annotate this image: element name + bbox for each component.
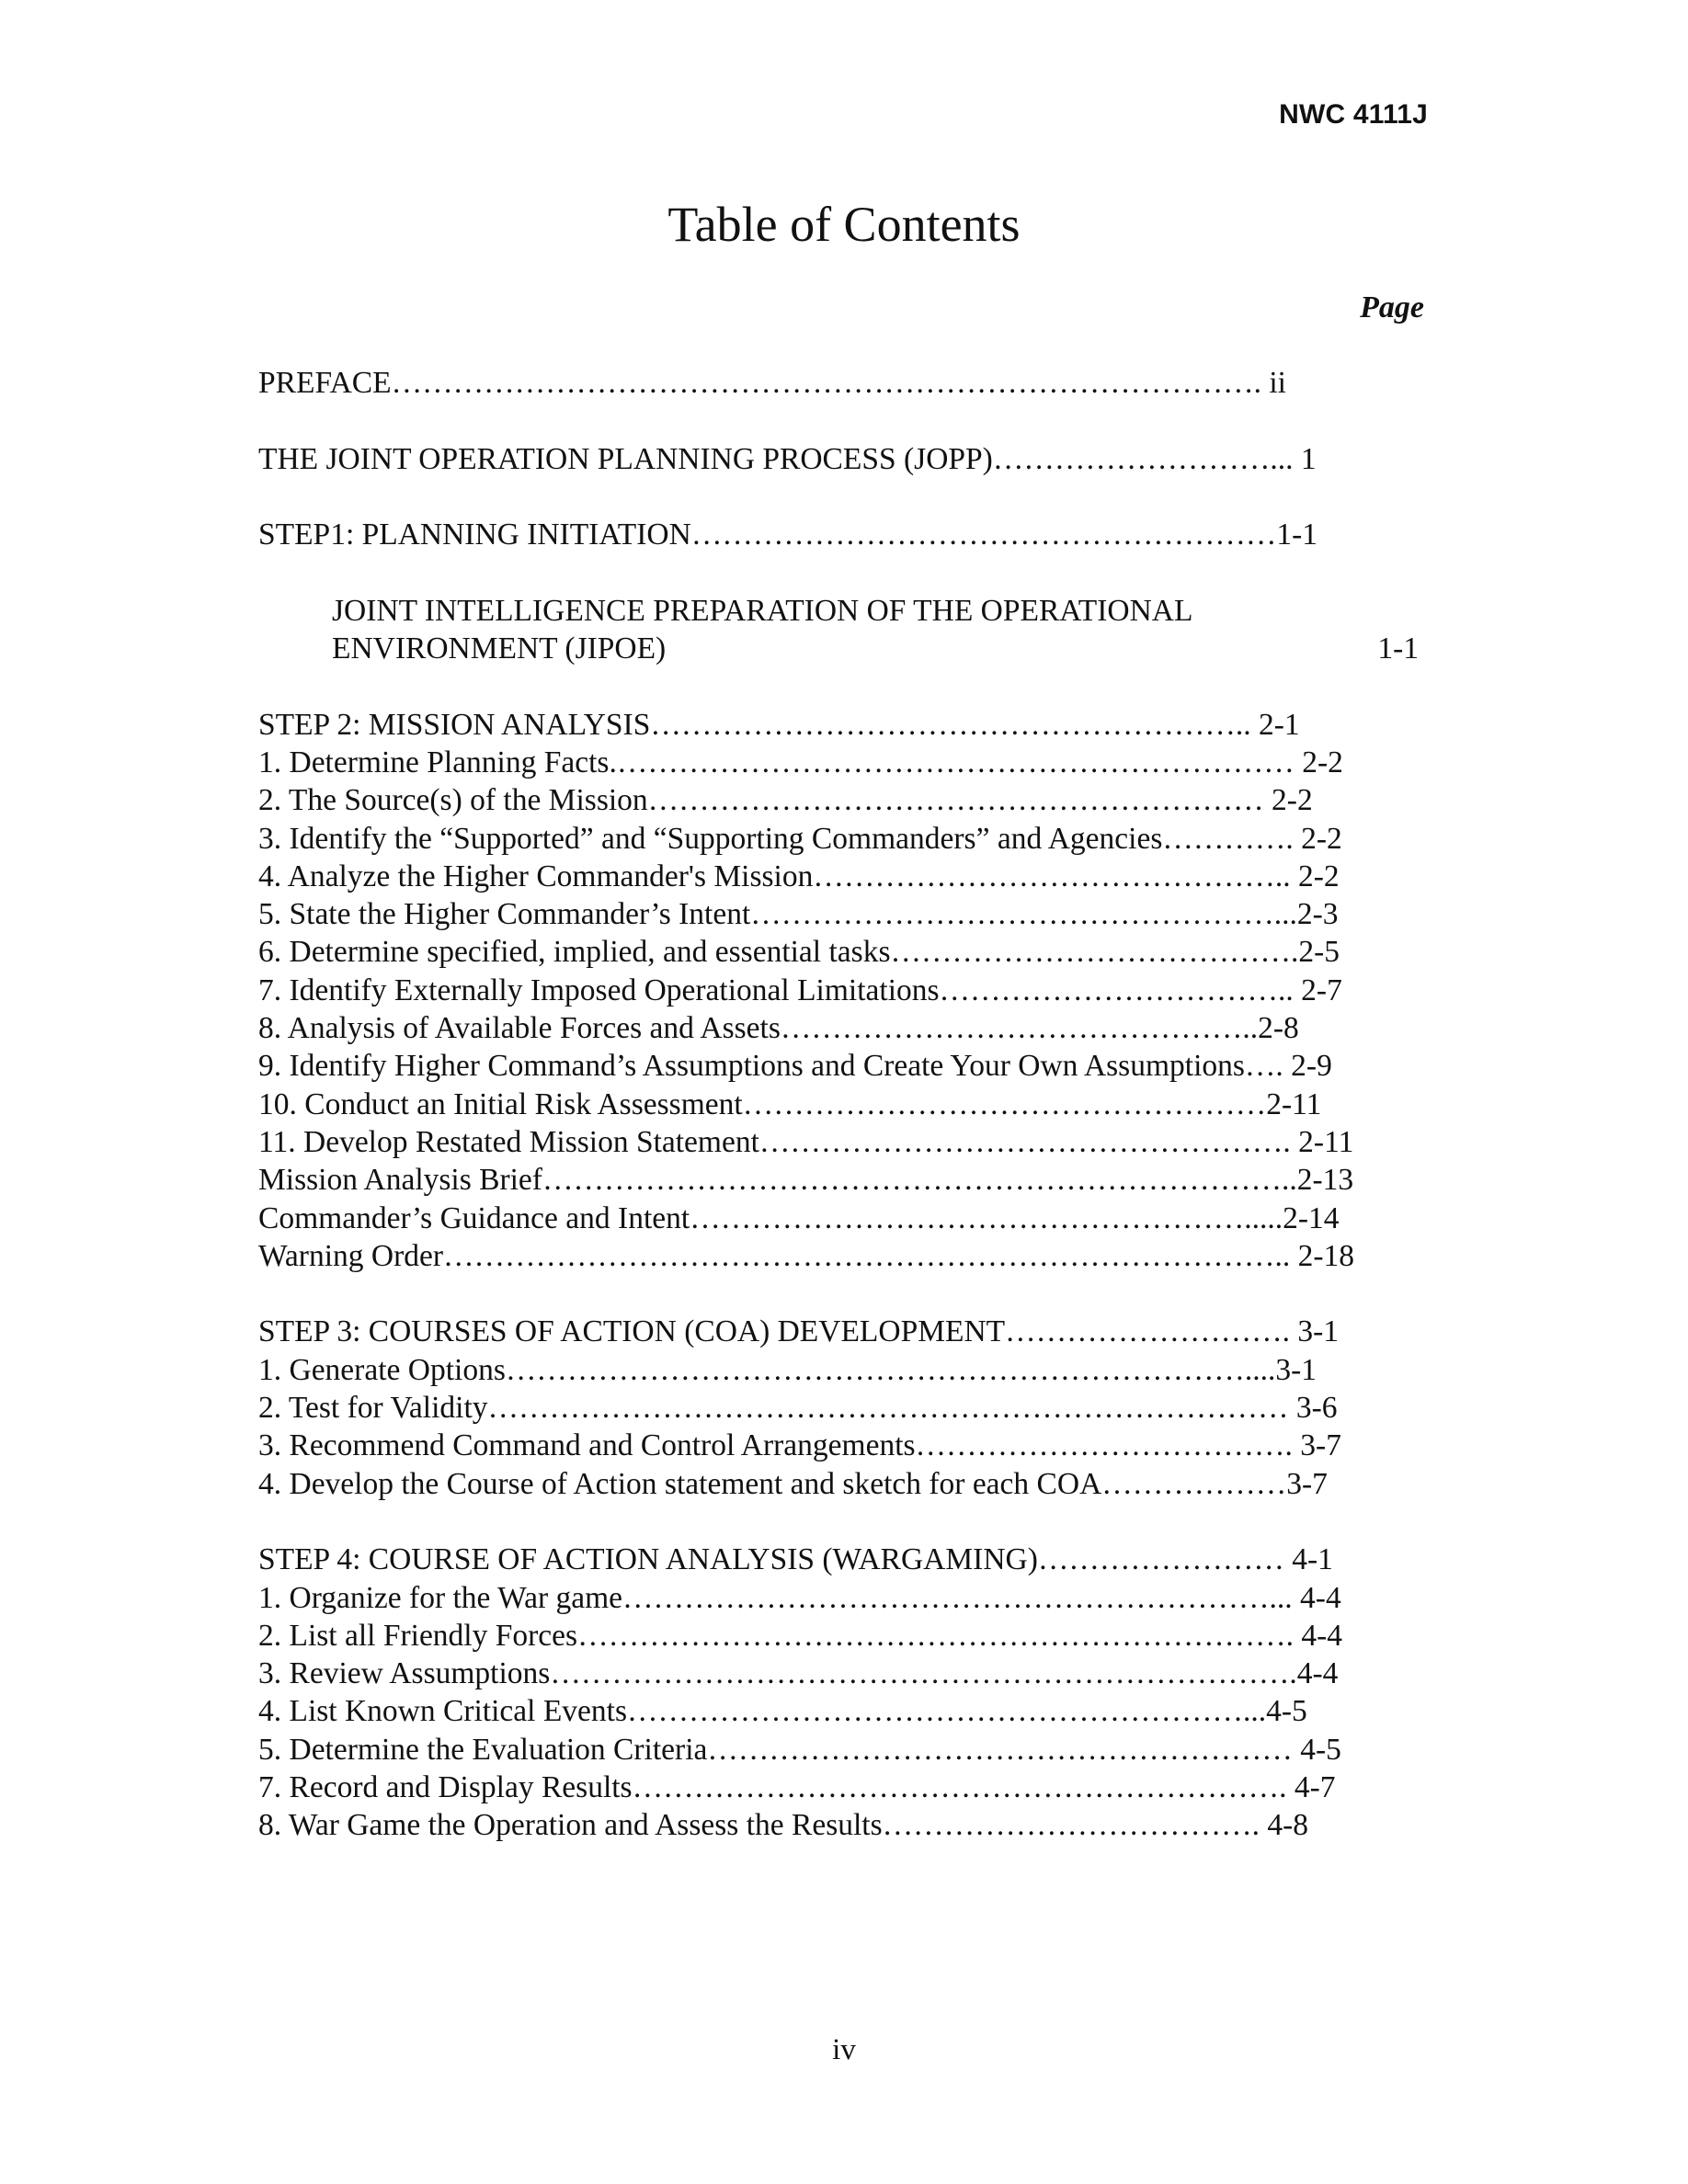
toc-entry-page: 4-4 [1296, 1656, 1339, 1691]
toc-section [258, 592, 1435, 668]
toc-entry-title: 2. List all Friendly Forces [258, 1618, 578, 1653]
toc-entry[interactable] [258, 1579, 1435, 1617]
toc-entry-title: Mission Analysis Brief [258, 1163, 542, 1198]
toc-entry[interactable] [258, 1769, 1435, 1806]
toc-entry[interactable] [258, 440, 1435, 478]
toc-leader-dots: ……………………………………….. [780, 1011, 1259, 1046]
toc-entry-page: 2-2 [1263, 783, 1313, 818]
toc-entry[interactable] [258, 1692, 1435, 1730]
toc-entry[interactable] [258, 1617, 1435, 1655]
toc-leader-dots: …………………………………………………… [647, 783, 1264, 818]
toc-entry-page: ii [1260, 366, 1286, 400]
toc-section [258, 364, 1435, 402]
toc-entry[interactable] [258, 972, 1435, 1009]
toc-entry-title: 3. Recommend Command and Control Arrangements [258, 1428, 916, 1463]
toc-entry-page: 1-1 [1276, 518, 1317, 552]
toc-entry[interactable] [258, 933, 1435, 971]
toc-leader-dots: ………………………………………………………... [622, 1580, 1293, 1615]
toc-entry-title: 3. Review Assumptions [258, 1656, 551, 1691]
toc-entry-page: 3-7 [1286, 1466, 1328, 1501]
toc-entry-page: 2-11 [1290, 1124, 1354, 1159]
toc-entry-page: 2-2 [1293, 821, 1342, 856]
toc-leader-dots: …………………………………………… [742, 1086, 1267, 1121]
toc-entry-page: 2-9 [1283, 1049, 1332, 1084]
toc-entry-title: 3. Identify the “Supported” and “Supporting Commanders” and Agencies [258, 821, 1163, 856]
toc-entry-page: 2-8 [1258, 1011, 1299, 1046]
page-title: Table of Contents [667, 197, 1021, 252]
toc-leader-dots: ……………………………………………………………….. [542, 1163, 1297, 1198]
toc-entry-title: 9. Identify Higher Command’s Assumptions and Create Your Own Assumptions [258, 1049, 1245, 1084]
toc-leader-dots: ………………………………. [915, 1428, 1293, 1463]
toc-leader-dots: ………………………………………………..... [690, 1200, 1283, 1235]
toc-entry-page: 3-7 [1292, 1428, 1341, 1463]
toc-entry-title: 8. War Game the Operation and Assess the Results [258, 1808, 883, 1843]
toc-entry[interactable] [258, 744, 1435, 781]
toc-entry[interactable] [258, 820, 1435, 858]
toc-entry[interactable] [258, 1655, 1435, 1692]
document-code: NWC 4111J [1279, 99, 1428, 130]
toc-leader-dots: …………. [1162, 821, 1294, 856]
toc-entry-title: 10. Conduct an Initial Risk Assessment [258, 1086, 743, 1121]
toc-leader-dots: …………………………………. [890, 935, 1299, 970]
toc-entry-title: PREFACE [258, 366, 392, 400]
toc-entry-page: 4-8 [1260, 1808, 1309, 1843]
toc-entry-title: JOINT INTELLIGENCE PREPARATION OF THE OPERATIONAL [332, 593, 1193, 628]
toc-entry-title: 1. Organize for the War game [258, 1580, 623, 1615]
toc-entry-title: STEP 2: MISSION ANALYSIS [258, 707, 651, 742]
toc-leader-dots: ………………………………………………… [707, 1732, 1293, 1767]
toc-leader-dots: ……………………………………………………... [627, 1694, 1267, 1729]
toc-leader-dots: ……………………………………………. [758, 1124, 1291, 1159]
toc-entry-title: 2. Test for Validity [258, 1391, 488, 1426]
toc-leader-dots: …. [1244, 1049, 1283, 1084]
toc-leader-dots: ………………………………………………………. [632, 1769, 1287, 1804]
toc-entry-page: 4-4 [1292, 1580, 1341, 1615]
toc-leader-dots: …………………………….. [939, 973, 1294, 1007]
toc-section [258, 440, 1435, 478]
toc-leader-dots: …………………… [1037, 1542, 1284, 1577]
toc-entry-title: 2. The Source(s) of the Mission [258, 783, 648, 818]
toc-entry-title: 5. State the Higher Commander’s Intent [258, 897, 751, 932]
toc-entry-title: 1. Generate Options [258, 1352, 506, 1387]
toc-entry-title: ENVIRONMENT (JIPOE) [332, 631, 667, 666]
toc-entry-page: 4-1 [1283, 1542, 1333, 1577]
toc-leader-dots: ……………… [1101, 1466, 1287, 1501]
toc-leader-dots: ……………………………………………………………….... [505, 1352, 1276, 1387]
toc-entry-page: 2-2 [1294, 745, 1343, 779]
toc-entry-page: 2-13 [1296, 1163, 1354, 1198]
toc-entry[interactable] [258, 592, 1435, 630]
table-of-contents [258, 364, 1435, 1883]
toc-leader-dots: ………………………………………………………………. [550, 1656, 1297, 1691]
toc-section [258, 516, 1435, 553]
toc-section [258, 1541, 1435, 1844]
toc-entry[interactable] [258, 1389, 1435, 1427]
toc-entry[interactable] [258, 1086, 1435, 1123]
toc-entry-title: 5. Determine the Evaluation Criteria [258, 1732, 708, 1767]
toc-entry-title: 8. Analysis of Available Forces and Assets [258, 1011, 781, 1046]
toc-entry[interactable] [258, 1200, 1435, 1237]
toc-entry[interactable] [258, 1161, 1435, 1199]
toc-entry-page: 4-5 [1292, 1732, 1341, 1767]
toc-entry-page: 3-1 [1290, 1314, 1340, 1349]
toc-entry-title: STEP1: PLANNING INITIATION [258, 518, 691, 552]
toc-entry-title: Commander’s Guidance and Intent [258, 1200, 690, 1235]
toc-entry-page: 3-6 [1288, 1391, 1338, 1426]
toc-entry-page: 2-1 [1250, 707, 1300, 742]
toc-entry[interactable] [258, 1351, 1435, 1389]
toc-entry[interactable] [258, 1237, 1435, 1275]
toc-leader-dots: ……………………………………………... [750, 897, 1297, 932]
toc-leader-dots: ………………………………………………………… [616, 745, 1295, 779]
toc-section [258, 1313, 1435, 1502]
toc-entry[interactable] [258, 516, 1435, 553]
toc-entry-page: 2-11 [1266, 1086, 1322, 1121]
toc-leader-dots: ………………………………………………….. [650, 707, 1251, 742]
toc-entry-title: 11. Develop Restated Mission Statement [258, 1124, 759, 1159]
toc-entry[interactable] [258, 630, 1435, 667]
toc-entry-page: 2-14 [1283, 1200, 1340, 1235]
toc-leader-dots: ………………………. [1005, 1314, 1290, 1349]
toc-entry-title: Warning Order [258, 1238, 444, 1273]
toc-entry-page: 2-7 [1293, 973, 1342, 1007]
toc-section [258, 706, 1435, 1275]
toc-entry-page: 3-1 [1275, 1352, 1317, 1387]
toc-entry[interactable] [258, 858, 1435, 895]
toc-entry[interactable] [258, 1047, 1435, 1085]
toc-entry[interactable] [258, 364, 1435, 402]
toc-entry[interactable] [258, 706, 1435, 744]
toc-entry-title: 7. Identify Externally Imposed Operational Limitations [258, 973, 940, 1007]
toc-entry-title: 4. List Known Critical Events [258, 1694, 628, 1729]
toc-entry-title: 4. Develop the Course of Action statement and sketch for each COA [258, 1466, 1102, 1501]
page-column-label: Page [1360, 290, 1424, 324]
toc-leader-dots: …………………………………………………………………… [487, 1391, 1289, 1426]
toc-entry-page: 2-2 [1290, 859, 1340, 893]
toc-leader-dots: ………………………………. [882, 1808, 1260, 1843]
page-number: iv [832, 2033, 856, 2066]
toc-leader-dots: ………………………... [992, 441, 1294, 476]
toc-entry-title: STEP 3: COURSES OF ACTION (COA) DEVELOPMENT [258, 1314, 1006, 1349]
toc-entry-title: STEP 4: COURSE OF ACTION ANALYSIS (WARGAMING) [258, 1542, 1038, 1577]
toc-entry[interactable] [258, 1427, 1435, 1464]
toc-entry[interactable] [258, 895, 1435, 933]
toc-leader-dots: ………………………………………………… [690, 518, 1277, 552]
toc-entry[interactable] [258, 1541, 1435, 1578]
toc-leader-dots: …………………………………………………………………………. [391, 366, 1261, 400]
toc-leader-dots: ……………………………………….. [813, 859, 1291, 893]
toc-entry[interactable] [258, 1313, 1435, 1350]
toc-entry-title: 7. Record and Display Results [258, 1769, 633, 1804]
toc-leader-dots: ……………………………………………………………………….. [443, 1238, 1291, 1273]
toc-entry[interactable] [258, 1731, 1435, 1769]
toc-leader-dots: ……………………………………………………………. [577, 1618, 1294, 1653]
toc-entry-title: 6. Determine specified, implied, and essential tasks [258, 935, 891, 970]
toc-entry-page: 2-18 [1290, 1238, 1355, 1273]
toc-entry-page: 4-7 [1286, 1769, 1336, 1804]
toc-entry[interactable] [258, 1009, 1435, 1047]
toc-entry[interactable] [258, 781, 1435, 819]
toc-entry[interactable] [258, 1806, 1435, 1844]
toc-entry-page: 4-4 [1293, 1618, 1342, 1653]
toc-entry-page: 1 [1293, 441, 1317, 476]
toc-entry-page: 4-5 [1266, 1694, 1307, 1729]
toc-entry[interactable] [258, 1123, 1435, 1161]
toc-entry[interactable] [258, 1465, 1435, 1503]
toc-entry-title: 1. Determine Planning Facts. [258, 745, 617, 779]
toc-entry-page: 2-5 [1298, 935, 1340, 970]
toc-entry-page: 1-1 [1377, 631, 1419, 666]
toc-entry-page: 2-3 [1296, 897, 1339, 932]
toc-entry-title: 4. Analyze the Higher Commander's Mission [258, 859, 814, 893]
toc-entry-title: THE JOINT OPERATION PLANNING PROCESS (JOPP) [258, 441, 993, 476]
